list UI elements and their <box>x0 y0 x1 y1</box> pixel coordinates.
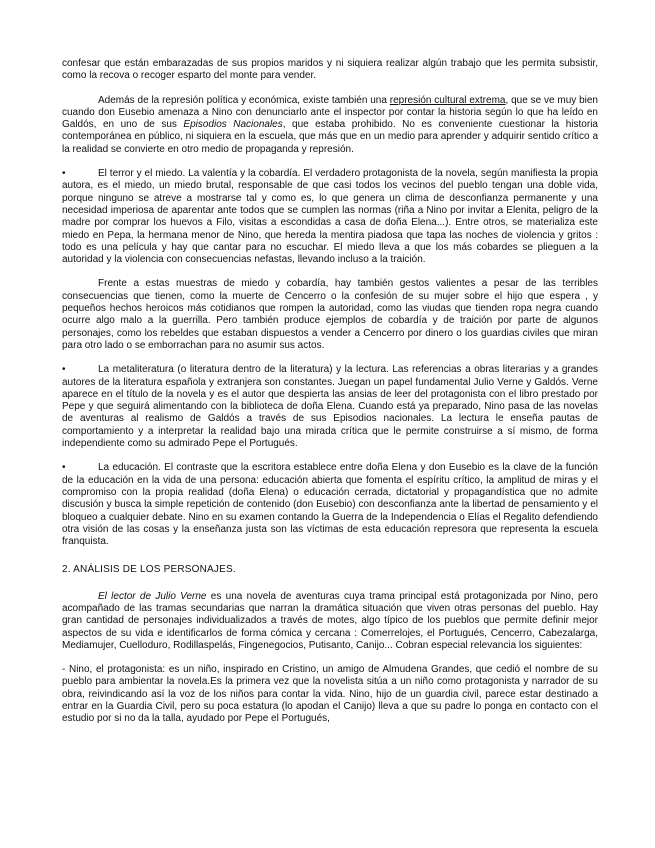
underlined-term: represión cultural extrema <box>389 94 506 106</box>
paragraph-cultural-repression <box>62 95 598 156</box>
document-page <box>62 58 598 726</box>
bullet-text: La educación. El contraste que la escritora establece entre doña Elena y don Eusebio es la clave de la función de la educación en la vida de una persona: educación abierta que fomenta el espíritu crítico, la amplitud de miras y el compromiso con la propia realidad (doña Elena) o educación cerrada, dictatorial y propagandística que no admite discusión y busca la simple repetición de contenido (don Eusebio) con desconfianza ante la libertad de pensamiento y el bloqueo a cualquier debate. Nino en su examen contando la Guerra de la Independencia o Elías el Regalito defendiendo otra visión de las cosas y la enseñanza justa son las víctimas de esta educación represora que representa la escuela franquista. <box>62 462 598 548</box>
bullet-text: La metaliteratura (o literatura dentro de la literatura) y la lectura. Las referencias a obras literarias y a grandes autores de la literatura española y extranjera son constantes. Juegan un papel fundamental Julio Verne y Galdós. Verne aparece en el título de la novela y es el autor que despierta las ansias de leer del protagonista con el libro prestado por Pepe y que seguirá alimentando con la biblioteca de doña Elena. Cuando está ya preparado, Nino pasa de las novelas de aventuras al realismo de Galdós a través de sus Episodios nacionales. La lectura le enseña pautas de comportamiento y a interpretar la realidad bajo una mirada crítica que le permite construirse a sí mismo, de forma independiente como su admirado Pepe el Portugués. <box>62 364 598 450</box>
paragraph-continuation: confesar que están embarazadas de sus propios maridos y ni siquiera realizar algún trabajo que les permita subsistir, como la recova o recoger esparto del monte para vender. <box>62 58 598 82</box>
paragraph-characters-intro <box>62 591 598 652</box>
paragraph-nino: - Nino, el protagonista: es un niño, inspirado en Cristino, un amigo de Almudena Grandes, que cedió el nombre de su pueblo para ambientar la novela.Es la primera vez que la novelista sitúa a un niño como protagonista y narrador de su obra, reivindicando así la voz de los niños para contar la vida. Nino, hijo de un guardia civil, parece estar destinado a entrar en la Guardia Civil, pero su poca estatura (lo apodan el Canijo) lleva a que su padre lo ponga en contacto con el estudio por si no da la talla, ayudado por Pepe el Portugués, <box>62 664 598 725</box>
bullet-icon: • <box>62 168 66 180</box>
text-run: , que se ve muy bien cuando don Eusebio amenaza a Nino con denunciarlo ante el inspector por contar la historia según lo que ha leído en Galdós, en uno de sus <box>62 94 598 131</box>
bullet-item-education <box>62 462 598 548</box>
paragraph-courage: Frente a estas muestras de miedo y cobardía, hay también gestos valientes a pesar de las terribles consecuencias que tienen, como la muerte de Cencerro o la confesión de su mujer sobre el hijo que espera , y pequeños hechos heroicos más cotidianos que rompen la autoridad, como las viudas que tienden ropa negra cuando ocurre algo malo a la guerrilla. Pero también produce ejemplos de cobardía y de traición por parte de algunos personajes, como los rebeldes que estaban dispuestos a vender a Cencerro por dinero o los guardias civiles que miran para otro lado o se emborrachan para no asumir sus actos. <box>62 278 598 351</box>
text-run: Además de la represión política y económica, existe también una <box>98 94 390 106</box>
bullet-icon: • <box>62 364 66 376</box>
text-run: es una novela de aventuras cuya trama principal está protagonizada por Nino, pero acompañado de las tramas secundarias que narran la dramática situación que viven otras personas del pueblo. Hay gran cantidad de personajes individualizados a través de motes, algo típico de los pueblos que permite definir mejor aspectos de su vida e identificarlos de forma cómica y cercana : Comerrelojes, el Portugués, Cencerro, Cabezalarga, Mediamujer, Cuelloduro, Rodillaspelás, Fingenegocios, Putisanto, Canijo... Cobran especial relevancia los siguientes: <box>62 590 598 651</box>
italic-title: El lector de Julio Verne <box>98 590 207 602</box>
bullet-item-terror <box>62 168 598 266</box>
section-heading: 2. ANÁLISIS DE LOS PERSONAJES. <box>62 564 236 576</box>
text-run: , que estaba prohibido. No es conveniente cuestionar la historia contemporánea en público, ni siquiera en la escuela, que más que en un medio para aprender y adquirir sentido crítico a la realidad se convierte en otro medio de propaganda y represión. <box>62 119 598 155</box>
bullet-icon: • <box>62 462 66 474</box>
italic-title: Episodios Nacionales <box>183 119 283 131</box>
bullet-text: El terror y el miedo. La valentía y la cobardía. El verdadero protagonista de la novela, según manifiesta la propia autora, es el miedo, un miedo brutal, responsable de que casi todos los vecinos del pueblo tengan una doble vida, porque ninguno se atreve a mostrarse tal y como es, lo que genera un clima de desconfianza permanente y una necesidad imperiosa de aparentar ante todos que se cumplen las normas (riña a Nino por invitar a Elenita, peligro de la madre por comprar los huevos a Filo, visitas a escondidas a casa de doña Elena...). Entre otros, se materializa este miedo en Pepa, la hermana menor de Nino, que hereda la mentira piadosa que tapa las noches de violencia y gritos : todo es una película y hay que cantar para no escuchar. El miedo lleva a que los más cobardes se plieguen a la autoridad y la violencia con consecuencias nefastas, llevando incluso a la traición. <box>62 168 598 266</box>
bullet-item-metaliterature <box>62 364 598 450</box>
